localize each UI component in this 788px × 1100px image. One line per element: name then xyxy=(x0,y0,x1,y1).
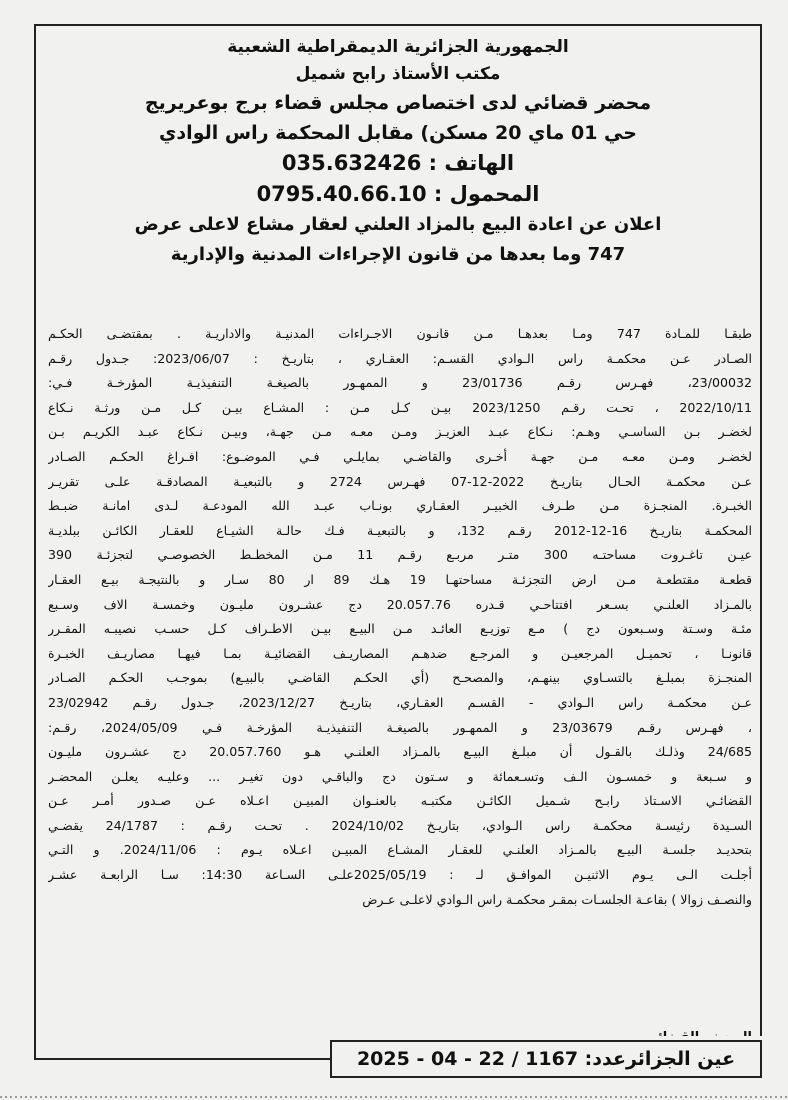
notice-headline-1: اعلان عن اعادة البيع بالمزاد العلني لعقار مشاع لاعلى عرض xyxy=(134,214,662,235)
bailiff-title: محضر قضائي لدى اختصاص مجلس قضاء برج بوعريريج xyxy=(144,92,652,114)
body-line: السـيدة رئيسـة محكمـة راس الـوادي، بتاريـخ 2024/10/02 . تحـت رقـم : 24/1787 يقضـي xyxy=(48,817,752,833)
body-line: الخبـرة. المنجـزة مـن طـرف الخبيـر العقـاري بونـاب عبـد الله المودعـة لـدى امانـة ضبـط xyxy=(48,498,752,514)
phone-number: الهاتف : 035.632426 xyxy=(281,151,515,175)
body-line: قطعـة مقتطعـة مـن ارض التجزئـة مساحتهـا 19 هـك 89 ار 80 سـار و بالنتيجـة بيـع العقـار xyxy=(48,571,752,587)
body-line: بالمـزاد العلنـي بسـعر افتتاحـي قـدره 20.057.76 دج عشـرون مليـون وخمسـة الاف وسـبع xyxy=(48,596,752,612)
body-line: طبقـا للمـادة 747 ومـا بعدهـا مـن قانـون الاجـراءات المدنيـة والاداريـة . بمقتضـى الحكـم xyxy=(48,326,752,341)
body-line: الصـادر عـن محكمـة راس الـوادي القسـم: العقـاري ، بتاريـخ : 2023/06/07: جـدول رقـم xyxy=(48,350,752,366)
issue-reference: عين الجزائرعدد: 1167 / 22 - 04 - 2025 xyxy=(330,1040,762,1078)
bottom-rule xyxy=(0,1096,788,1098)
republic-title: الجمهورية الجزائرية الديمقراطية الشعبية xyxy=(227,37,569,57)
body-line: بتحديـد جلسـة البيـع بالمـزاد العلنـي للعقـار المشـاع المبيـن اعـلاه يـوم : 2024/11/06. و التـي xyxy=(48,842,752,858)
body-line: أجلـت الـى يـوم الاثنيـن الموافـق لـ : 2025/05/19علـى السـاعة 14:30: سـا الرابعـة عشـر xyxy=(48,867,752,883)
notice-body xyxy=(48,322,752,912)
body-line: عـن محكمـة الحـال بتاريـخ 2022-12-07 فهـرس 2724 و بالتبعيـة المصادقـة علـى تقريـر xyxy=(48,473,752,489)
body-line: 24/685 وذلـك بالقـول أن مبلـغ البيـع بالمـزاد العلنـي هـو 20.057.760 دج عشـرون مليـون xyxy=(48,744,752,760)
body-line: لخضـر بـن الساسـي وهـم: نـكاع عبـد العزيـز ومـن معـه مـن جهـة، وبيـن نـكاع عبـد الكريـم بـن xyxy=(48,424,752,440)
body-line: المحكمـة بتاريـخ 16-12-2012 رقـم 132، و بالتبعيـة فـك حالـة الشيـاع للعقـار الكائـن ببلديـة xyxy=(48,522,752,538)
body-line: مئـة وسـتة وسـبعون دج ) مـع توزيـع العائـد مـن البيـع بيـن الاطـراف كـل حسـب نصيبـه المقـرر xyxy=(48,621,752,637)
office-address: حي 01 ماي 20 مسكن) مقابل المحكمة راس الوادي xyxy=(159,122,637,144)
body-line: لخضـر ومـن معـه مـن جهـة أخـرى والقاضـي بمايلـي فـي الموضـوع: افـراغ الحكـم الصـادر xyxy=(48,448,752,464)
body-line: و سـبعة و خمسـون الـف وتسـعمائة و سـتون دج والباقـي دون تغيـر ... وعليـه يعلـن المحضـر xyxy=(48,768,752,784)
body-line: 2022/10/11 ، تحـت رقـم 2023/1250 بيـن كـل مـن : المشـاع بيـن كـل مـن ورثـة نـكاع xyxy=(48,399,752,415)
notice-frame xyxy=(34,24,762,1060)
body-line: عيـن تاغـروت مساحتـه 300 متـر مربـع رقـم 11 مـن المخطـط الخصوصـي لتجزئـة 390 xyxy=(48,547,752,563)
body-line: 23/00032، فهـرس رقـم 23/01736 و الممهـور بالصيغـة التنفيذيـة المؤرخـة فـي: xyxy=(48,375,752,391)
notice-header xyxy=(76,34,720,270)
body-line: والنصـف زوالا ) بقاعـة الجلسـات بمقـر محكمـة راس الـوادي لاعلـى عـرض xyxy=(362,891,752,907)
mobile-number: المحمول : 0795.40.66.10 xyxy=(256,182,540,206)
office-name: مكتب الأستاذ رابح شميل xyxy=(295,64,501,84)
body-line: قانونـا ، تحميـل المرجعيـن و المرجـع ضدهـم المصاريـف القضائيـة بمـا فيهـا مصاريـف الخبـرة xyxy=(48,645,752,661)
body-line: القضائـي الاسـتاذ رابـح شـميل الكائـن مكتبـه بالعنـوان المبيـن اعـلاه عـن صـدور أمـر عـن xyxy=(48,793,752,809)
notice-headline-2: 747 وما بعدها من قانون الإجراءات المدنية والإدارية xyxy=(170,244,626,265)
body-line: عـن محكمـة راس الـوادي - القسـم العقـاري، بتاريـخ 2023/12/27، جـدول رقـم 23/02942 xyxy=(48,694,752,710)
body-line: المنجـزة بمبلـغ بالتسـاوي بينهـم، والمصحـح (أي الحكـم القاضـي بالبيـع) بموجـب الحكـم الصـادر xyxy=(48,670,752,686)
body-line: ، فهـرس رقـم 23/03679 و الممهـور بالصيغـة التنفيذيـة المؤرخـة فـي 2024/05/09، رقـم: xyxy=(48,719,752,735)
